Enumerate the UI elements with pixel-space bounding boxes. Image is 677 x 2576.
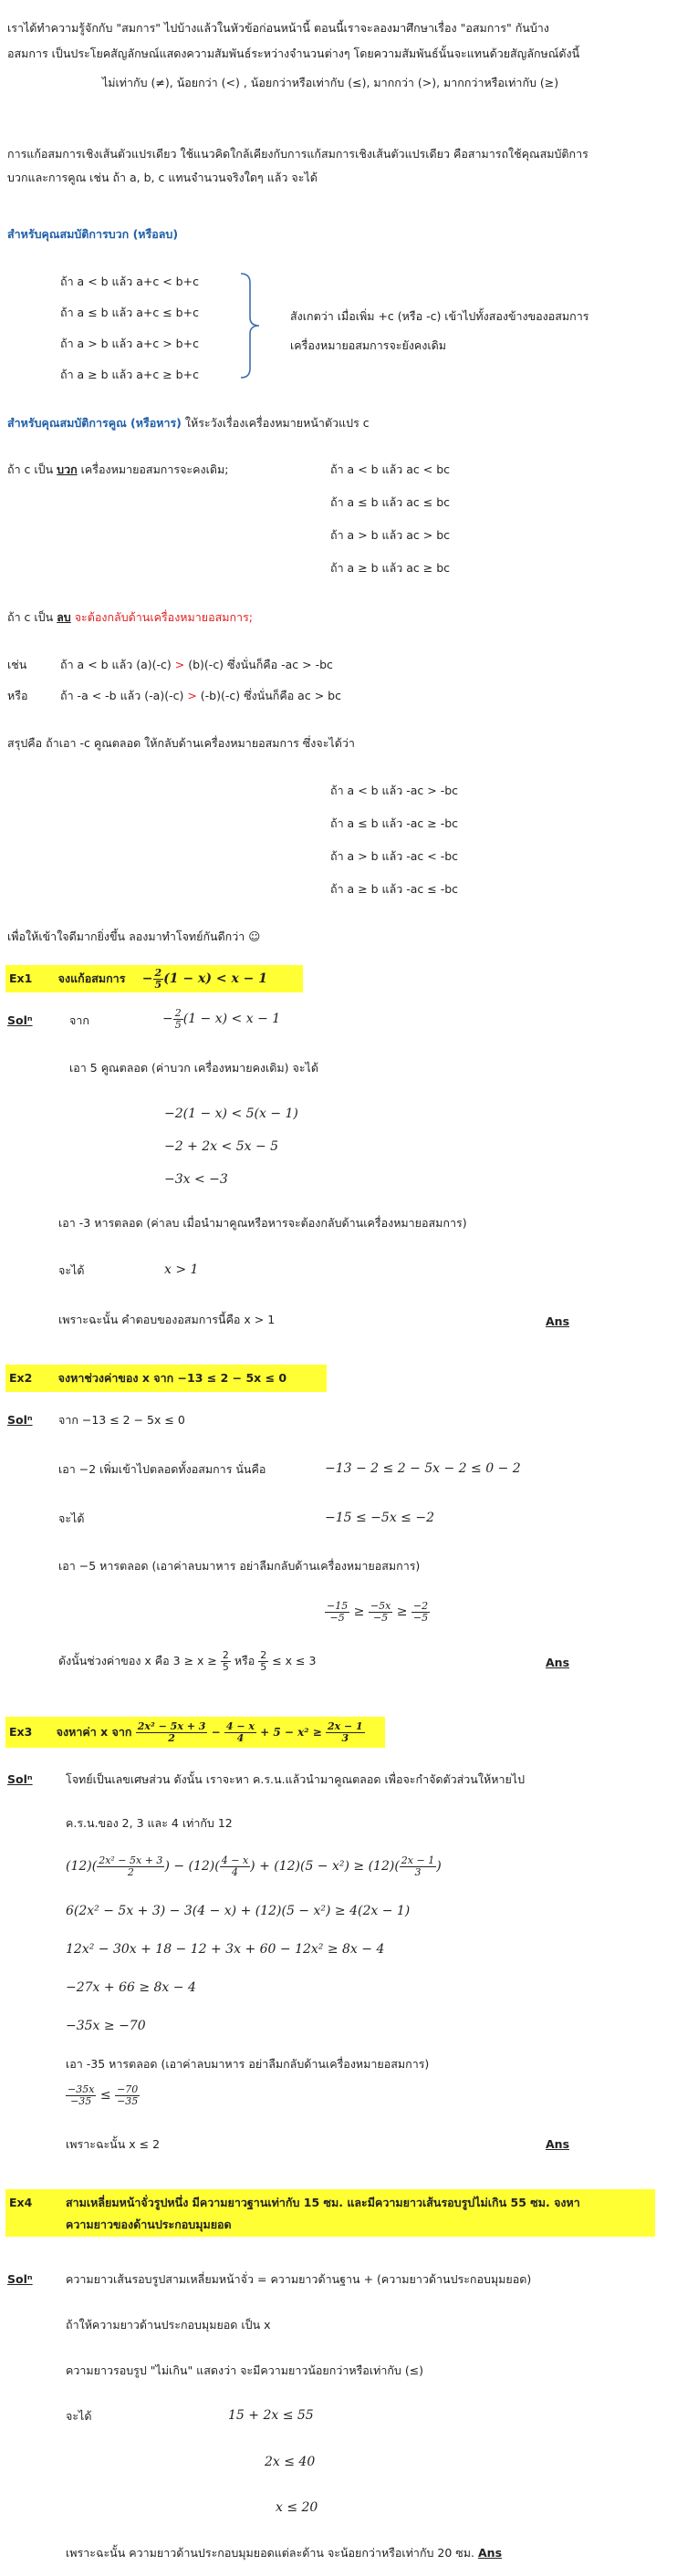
ex3-title-expression: $\frac{\text{2x² − 5x + 3}}{2}$ − $\frac{4 - x}{4}$ + 5 − x² ≥ $\frac{2x - 1}{3}$ bbox=[137, 1720, 363, 1744]
fraction-numerator: 2 bbox=[174, 1006, 182, 1019]
ex3-title: จงหาค่า x จาก bbox=[56, 1725, 132, 1739]
ex3-step-lcm-multiply: (12)( $\frac{\text{2x² − 5x + 3}}{2}$ ) − (12)( $\frac{4 - x}{4}$ ) + (12)(5 − x²) ≥ (12)( $\frac{2x - 1}{3}$ ) bbox=[66, 1854, 442, 1878]
ex3-label: Ex3 bbox=[9, 1725, 33, 1739]
ex4-answer-mark: Ans bbox=[478, 2546, 503, 2560]
fraction-numerator: −70 bbox=[117, 2083, 139, 2095]
ex2-get-expression: −15 ≤ −5x ≤ −2 bbox=[325, 1511, 434, 1525]
fraction bbox=[369, 1601, 392, 1624]
negative-example-1 bbox=[60, 657, 333, 673]
ex4-conclusion bbox=[66, 2545, 502, 2561]
multiplication-heading-tail: ให้ระวังเรื่องเครื่องหมายหน้าตัวแปร c bbox=[181, 416, 370, 430]
negative-c-prefix: ถ้า c เป็น bbox=[7, 610, 57, 624]
intro-line-3: การแก้อสมการเชิงเส้นตัวแปรเดียว ใช้แนวคิดใกล้เคียงกับการแก้สมการเชิงเส้นตัวแปรเดียว คือสามารถใช้คุณสมบัติการ bbox=[7, 147, 588, 161]
negative-c-line bbox=[7, 609, 253, 626]
fraction-numerator: 2 bbox=[154, 966, 162, 979]
ex1-step: −3x < −3 bbox=[164, 1172, 228, 1187]
fraction bbox=[173, 1008, 183, 1031]
ex1-solution-label: Solⁿ bbox=[7, 1013, 33, 1027]
positive-c-prefix: ถ้า c เป็น bbox=[7, 462, 57, 476]
flipped-symbol: > bbox=[174, 658, 185, 671]
ex1-title-expression bbox=[141, 966, 268, 991]
fraction bbox=[224, 1721, 256, 1744]
fraction-denominator: 5 bbox=[154, 978, 162, 991]
ex2-add-text: เอา −2 เพิ่มเข้าไปตลอดทั้งอสมการ นั่นคือ bbox=[58, 1462, 266, 1476]
ex2-conclusion-pre: ดังนั้นช่วงค่าของ x คือ 3 ≥ x ≥ bbox=[58, 1654, 221, 1667]
fraction-numerator: −35x bbox=[68, 2083, 95, 2095]
ex1-step-text: เอา 5 คูณตลอด (ค่าบวก เครื่องหมายคงเดิม) จะได้ bbox=[69, 1061, 318, 1075]
ex2-label: Ex2 bbox=[9, 1371, 33, 1385]
fraction-denominator: 3 bbox=[414, 1865, 422, 1878]
fraction-numerator: 2x − 1 bbox=[327, 1720, 363, 1732]
ex2-conclusion bbox=[58, 1649, 316, 1673]
closing-line: เพื่อให้เข้าใจดีมากยิ่งขึ้น ลองมาทำโจทย์กันดีกว่า ☺ bbox=[7, 930, 261, 943]
multiplication-heading-line bbox=[7, 415, 370, 431]
fraction-denominator: 3 bbox=[341, 1732, 349, 1744]
ex4-step: 15 + 2x ≤ 55 bbox=[228, 2408, 314, 2423]
summary-line: สรุปคือ ถ้าเอา -c คูณตลอด ให้กลับด้านเครื่องหมายอสมการ ซึ่งจะได้ว่า bbox=[7, 736, 355, 750]
negative-rule: ถ้า a ≤ b แล้ว -ac ≥ -bc bbox=[330, 816, 459, 830]
ex2-get: จะได้ bbox=[58, 1511, 85, 1525]
ex1-banner bbox=[5, 965, 303, 992]
fraction-denominator: 5 bbox=[222, 1661, 229, 1673]
ex2-from-line: จาก −13 ≤ 2 − 5x ≤ 0 bbox=[58, 1413, 185, 1427]
ex2-conclusion-post: ≤ x ≤ 3 bbox=[268, 1654, 317, 1667]
fraction bbox=[325, 1601, 349, 1624]
fraction-numerator: 4 − x bbox=[225, 1720, 255, 1732]
negative-example-2-part-b: (-b)(-c) ซึ่งนั่นก็คือ ac > bc bbox=[196, 689, 341, 702]
ex3-intro: โจทย์เป็นเลขเศษส่วน ดังนั้น เราจะหา ค.ร.น.แล้วนำมาคูณตลอด เพื่อจะกำจัดตัวส่วนให้หายไป bbox=[66, 1772, 526, 1786]
ex4-solution-label: Solⁿ bbox=[7, 2272, 33, 2286]
positive-c-line bbox=[7, 462, 228, 478]
intro-line-1: เราได้ทำความรู้จักกับ "สมการ" ไปบ้างแล้วในหัวข้อก่อนหน้านี้ ตอนนี้เราจะลองมาศึกษาเรื่อง "อสมการ" กันบ้าง bbox=[7, 21, 549, 35]
ex1-minus: − bbox=[141, 971, 153, 986]
ex1-expression-tail: (1 − x) < x − 1 bbox=[163, 971, 268, 986]
fraction-numerator: 2 bbox=[260, 1649, 267, 1661]
negative-c-suffix: จะต้องกลับด้านเครื่องหมายอสมการ; bbox=[70, 610, 254, 624]
ex1-result: x > 1 bbox=[164, 1262, 199, 1277]
ex1-from: จาก bbox=[69, 1013, 89, 1027]
ex1-answer-mark: Ans bbox=[546, 1314, 570, 1328]
right-brace bbox=[239, 272, 261, 379]
fraction bbox=[153, 968, 164, 991]
ex4-line-2: ถ้าให้ความยาวด้านประกอบมุมยอด เป็น x bbox=[66, 2318, 271, 2332]
addition-rule: ถ้า a ≥ b แล้ว a+c ≥ b+c bbox=[60, 368, 199, 381]
negative-example-2-part-a: ถ้า -a < -b แล้ว (-a)(-c) bbox=[60, 689, 188, 702]
negative-rule: ถ้า a ≥ b แล้ว -ac ≤ -bc bbox=[330, 882, 459, 896]
ex2-divide-text: เอา −5 หารตลอด (เอาค่าลบมาหาร อย่าลืมกลับด้านเครื่องหมายอสมการ) bbox=[58, 1559, 421, 1573]
intro-line-4: บวกและการคูณ เช่น ถ้า a, b, c แทนจำนวนจริงใดๆ แล้ว จะได้ bbox=[7, 171, 318, 184]
ex1-minus: − bbox=[162, 1012, 173, 1026]
ex4-conclusion-text: เพราะฉะนั้น ความยาวด้านประกอบมุมยอดแต่ละด้าน จะน้อยกว่าหรือเท่ากับ 20 ซม. bbox=[66, 2546, 475, 2560]
ex4-title-line-1: สามเหลี่ยมหน้าจั่วรูปหนึ่ง มีความยาวฐานเท่ากับ 15 ซม. และมีความยาวเส้นรอบรูปไม่เกิน 55 ซม. จงหา bbox=[66, 2196, 580, 2209]
fraction-denominator: 2 bbox=[168, 1732, 175, 1744]
ex2-banner bbox=[5, 1365, 327, 1392]
positive-rule: ถ้า a ≥ b แล้ว ac ≥ bc bbox=[330, 561, 451, 575]
fraction-denominator: 4 bbox=[231, 1865, 238, 1878]
or-label: หรือ bbox=[7, 689, 28, 702]
ex3-divide-expression: $\frac{-35x}{-35}$ ≤ $\frac{-70}{-35}$ bbox=[68, 2083, 139, 2107]
ex4-get: จะได้ bbox=[66, 2409, 92, 2423]
fraction-numerator: 2x² − 5x + 3 bbox=[137, 1720, 206, 1732]
negative-rule: ถ้า a > b แล้ว -ac < -bc bbox=[330, 849, 459, 863]
fraction-numerator: 4 − x bbox=[221, 1854, 249, 1866]
fraction-numerator: −5x bbox=[370, 1599, 391, 1612]
ex2-divide-expression: $\frac{-15}{-5}$ ≥ $\frac{-5x}{-5}$ ≥ $\frac{-2}{-5}$ bbox=[327, 1599, 429, 1624]
fraction-denominator: 5 bbox=[174, 1018, 182, 1031]
ex3-answer-mark: Ans bbox=[546, 2137, 570, 2151]
ex2-conclusion-mid: หรือ bbox=[230, 1654, 259, 1667]
ex4-step: x ≤ 20 bbox=[276, 2500, 318, 2515]
fraction bbox=[221, 1650, 231, 1673]
negative-example-1-part-b: (b)(-c) ซึ่งนั่นก็คือ -ac > -bc bbox=[184, 658, 333, 671]
fraction-denominator: −5 bbox=[329, 1611, 345, 1624]
ex2-solution-label: Solⁿ bbox=[7, 1413, 33, 1427]
fraction bbox=[220, 1855, 250, 1878]
ex3-lcm: ค.ร.น.ของ 2, 3 และ 4 เท่ากับ 12 bbox=[66, 1816, 233, 1830]
fraction-numerator: −15 bbox=[327, 1599, 349, 1612]
negative-word: ลบ bbox=[57, 610, 71, 624]
addition-rule: ถ้า a ≤ b แล้ว a+c ≤ b+c bbox=[60, 306, 199, 319]
ex4-line-3: ความยาวรอบรูป "ไม่เกิน" แสดงว่า จะมีความยาวน้อยกว่าหรือเท่ากับ (≤) bbox=[66, 2363, 424, 2377]
fraction-numerator: 2 bbox=[222, 1649, 229, 1661]
fraction bbox=[411, 1601, 430, 1624]
ex3-title-mid: + 5 − x² ≥ bbox=[255, 1726, 326, 1739]
ex3-step: −27x + 66 ≥ 8x − 4 bbox=[66, 1980, 196, 1995]
addition-note-2: เครื่องหมายอสมการจะยังคงเดิม bbox=[290, 338, 447, 352]
addition-note-1: สังเกตว่า เมื่อเพิ่ม +c (หรือ -c) เข้าไปทั้งสองข้างของอสมการ bbox=[290, 309, 589, 323]
negative-example-2 bbox=[60, 688, 341, 704]
inequality-symbols: ไม่เท่ากับ (≠), น้อยกว่า (<) , น้อยกว่าหรือเท่ากับ (≤), มากกว่า (>), มากกว่าหรือเท่ากับ (≥) bbox=[102, 76, 559, 89]
fraction-denominator: −35 bbox=[70, 2094, 92, 2107]
positive-rule: ถ้า a < b แล้ว ac < bc bbox=[330, 462, 451, 476]
ex2-add-expression: −13 − 2 ≤ 2 − 5x − 2 ≤ 0 − 2 bbox=[325, 1461, 521, 1476]
ex3-divide-text: เอา -35 หารตลอด (เอาค่าลบมาหาร อย่าลืมกลับด้านเครื่องหมายอสมการ) bbox=[66, 2057, 430, 2071]
example-label: เช่น bbox=[7, 658, 27, 671]
fraction-numerator: 2x² − 5x + 3 bbox=[99, 1854, 163, 1866]
addition-rule: ถ้า a < b แล้ว a+c < b+c bbox=[60, 275, 199, 288]
fraction bbox=[136, 1721, 208, 1744]
ex3-banner bbox=[5, 1717, 385, 1748]
intro-line-2: อสมการ เป็นประโยคสัญลักษณ์แสดงความสัมพันธ์ระหว่างจำนวนต่างๆ โดยความสัมพันธ์นั้นจะแทนด้วยสัญลักษณ์ดังนี้ bbox=[7, 47, 580, 60]
fraction-numerator: 2x − 1 bbox=[401, 1854, 435, 1866]
fraction-numerator: −2 bbox=[412, 1599, 429, 1612]
fraction-denominator: −35 bbox=[117, 2094, 139, 2107]
fraction bbox=[66, 2084, 96, 2107]
negative-example-1-part-a: ถ้า a < b แล้ว (a)(-c) bbox=[60, 658, 175, 671]
ex1-step: −2 + 2x < 5x − 5 bbox=[164, 1139, 279, 1154]
ex1-label: Ex1 bbox=[9, 971, 33, 985]
ex1-expression-tail: (1 − x) < x − 1 bbox=[182, 1012, 281, 1026]
ex1-title: จงแก้อสมการ bbox=[57, 971, 126, 985]
fraction-denominator: 5 bbox=[260, 1661, 267, 1673]
positive-c-suffix: เครื่องหมายอสมการจะคงเดิม; bbox=[77, 462, 229, 476]
fraction-denominator: 4 bbox=[236, 1732, 245, 1744]
ex4-title-line-2: ความยาวของด้านประกอบมุมยอด bbox=[66, 2218, 232, 2231]
positive-word: บวก bbox=[57, 462, 78, 476]
ex1-given-expression bbox=[162, 1007, 280, 1031]
positive-rule: ถ้า a > b แล้ว ac > bc bbox=[330, 528, 451, 542]
ex3-solution-label: Solⁿ bbox=[7, 1772, 33, 1786]
ex1-conclusion: เพราะฉะนั้น คำตอบของอสมการนี้คือ x > 1 bbox=[58, 1313, 276, 1326]
fraction bbox=[326, 1721, 365, 1744]
fraction bbox=[258, 1650, 268, 1673]
ex3-step: −35x ≥ −70 bbox=[66, 2019, 146, 2033]
fraction-denominator: −5 bbox=[412, 1611, 429, 1624]
addition-heading: สำหรับคุณสมบัติการบวก (หรือลบ) bbox=[7, 227, 179, 241]
ex4-line-1: ความยาวเส้นรอบรูปสามเหลี่ยมหน้าจั่ว = ความยาวด้านฐาน + (ความยาวด้านประกอบมุมยอด) bbox=[66, 2272, 532, 2286]
ex4-label: Ex4 bbox=[9, 2196, 33, 2209]
flipped-symbol: > bbox=[187, 689, 197, 702]
multiplication-heading: สำหรับคุณสมบัติการคูณ (หรือหาร) bbox=[7, 416, 182, 430]
ex3-conclusion: เพราะฉะนั้น x ≤ 2 bbox=[66, 2137, 161, 2151]
addition-rule: ถ้า a > b แล้ว a+c > b+c bbox=[60, 337, 199, 350]
ex1-divide-text: เอา -3 หารตลอด (ค่าลบ เมื่อนำมาคูณหรือหารจะต้องกลับด้านเครื่องหมายอสมการ) bbox=[58, 1216, 467, 1230]
fraction-denominator: 2 bbox=[127, 1865, 134, 1878]
ex2-title: จงหาช่วงค่าของ x จาก −13 ≤ 2 − 5x ≤ 0 bbox=[57, 1371, 287, 1385]
ex3-step: 6(2x² − 5x + 3) − 3(4 − x) + (12)(5 − x²) ≥ 4(2x − 1) bbox=[66, 1904, 411, 1918]
fraction-denominator: −5 bbox=[372, 1611, 389, 1624]
ex3-step: 12x² − 30x + 18 − 12 + 3x + 60 − 12x² ≥ 8x − 4 bbox=[66, 1942, 385, 1957]
ex1-get: จะได้ bbox=[58, 1263, 85, 1277]
ex4-step: 2x ≤ 40 bbox=[265, 2455, 316, 2469]
ex1-step: −2(1 − x) < 5(x − 1) bbox=[164, 1106, 298, 1121]
ex2-answer-mark: Ans bbox=[546, 1656, 570, 1669]
fraction bbox=[400, 1855, 436, 1878]
fraction bbox=[115, 2084, 140, 2107]
fraction bbox=[97, 1855, 164, 1878]
positive-rule: ถ้า a ≤ b แล้ว ac ≤ bc bbox=[330, 495, 451, 509]
negative-rule: ถ้า a < b แล้ว -ac > -bc bbox=[330, 784, 459, 797]
